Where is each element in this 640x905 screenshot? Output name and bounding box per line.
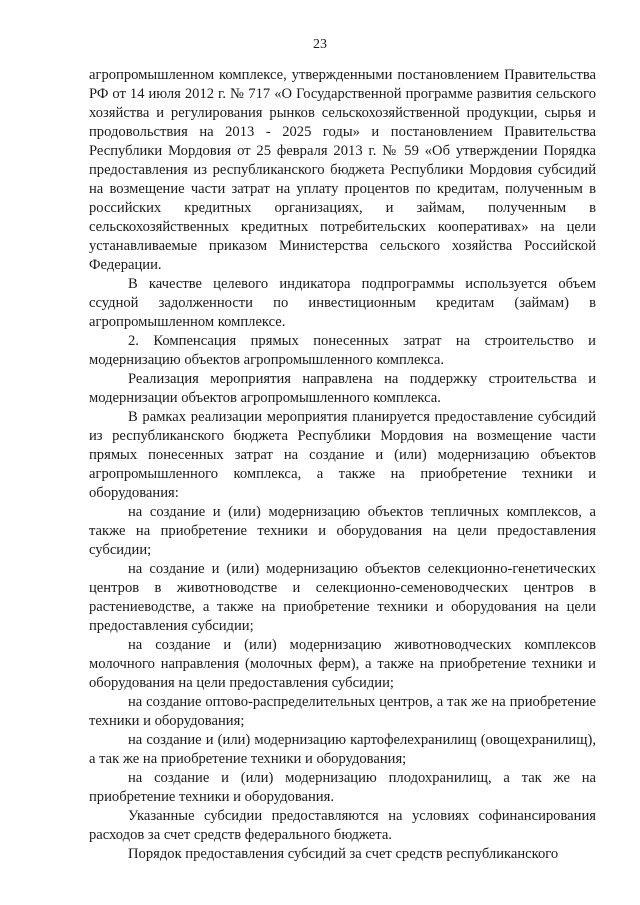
list-item-fruit-storage: на создание и (или) модернизацию плодохранилищ, а так же на приобретение техники и оборудования. <box>89 770 596 805</box>
paragraph-measure-2-heading: 2. Компенсация прямых понесенных затрат на строительство и модернизацию объектов агропромышленного комплекса. <box>89 333 596 368</box>
list-item-potato-storage: на создание и (или) модернизацию картофелехранилищ (овощехранилищ), а так же на приобретение техники и оборудования; <box>89 732 596 767</box>
list-item-dairy-farms: на создание и (или) модернизацию животноводческих комплексов молочного направления (молочных ферм), а также на приобретение техники и оборудования на цели предоставления субсидии; <box>89 637 596 691</box>
list-item-greenhouse: на создание и (или) модернизацию объектов тепличных комплексов, а также на приобретение техники и оборудования на цели предоставления субсидии; <box>89 504 596 558</box>
paragraph-subsidy-plan: В рамках реализации мероприятия планируется предоставление субсидий из республиканского бюджета Республики Мордовия на возмещение части прямых понесенных затрат на создание и (или) модернизацию объектов агропромышленного комплекса, а также на приобретение техники и оборудования: <box>89 409 596 501</box>
paragraph-measure-2-purpose: Реализация мероприятия направлена на поддержку строительства и модернизации объектов агропромышленного комплекса. <box>89 371 596 406</box>
list-item-distribution-centers: на создание оптово-распределительных центров, а так же на приобретение техники и оборудования; <box>89 694 596 729</box>
paragraph-legal-basis: агропромышленном комплексе, утвержденными постановлением Правительства РФ от 14 июля 2012 г. № 717 «О Государственной программе развития сельского хозяйства и регулирования рынков сельскохозяйственной продукции, сырья и продовольствия на 2013 - 2025 годы» и постановлением Правительства Республики Мордовия от 25 февраля 2013 г. № 59 «Об утверждении Порядка предоставления из республиканского бюджета Республики Мордовия субсидий на возмещение части затрат на уплату процентов по кредитам, полученным в российских кредитных организациях, и займам, полученным в сельскохозяйственных кредитных потребительских кооперативах» на цели устанавливаемые приказом Министерства сельского хозяйства Российской Федерации. <box>89 67 596 273</box>
page-number: 23 <box>313 37 327 52</box>
paragraph-cofinancing: Указанные субсидии предоставляются на условиях софинансирования расходов за счет средств федерального бюджета. <box>89 808 596 843</box>
paragraph-procedure: Порядок предоставления субсидий за счет средств республиканского <box>128 846 559 862</box>
paragraph-target-indicator: В качестве целевого индикатора подпрограммы используется объем ссудной задолженности по инвестиционным кредитам (займам) в агропромышленном комплексе. <box>89 276 596 330</box>
document-body <box>89 66 596 864</box>
list-item-breeding-centers: на создание и (или) модернизацию объектов селекционно-генетических центров в животноводстве и селекционно-семеноводческих центров в растениеводстве, а также на приобретение техники и оборудования на цели предоставления субсидии; <box>89 561 596 634</box>
